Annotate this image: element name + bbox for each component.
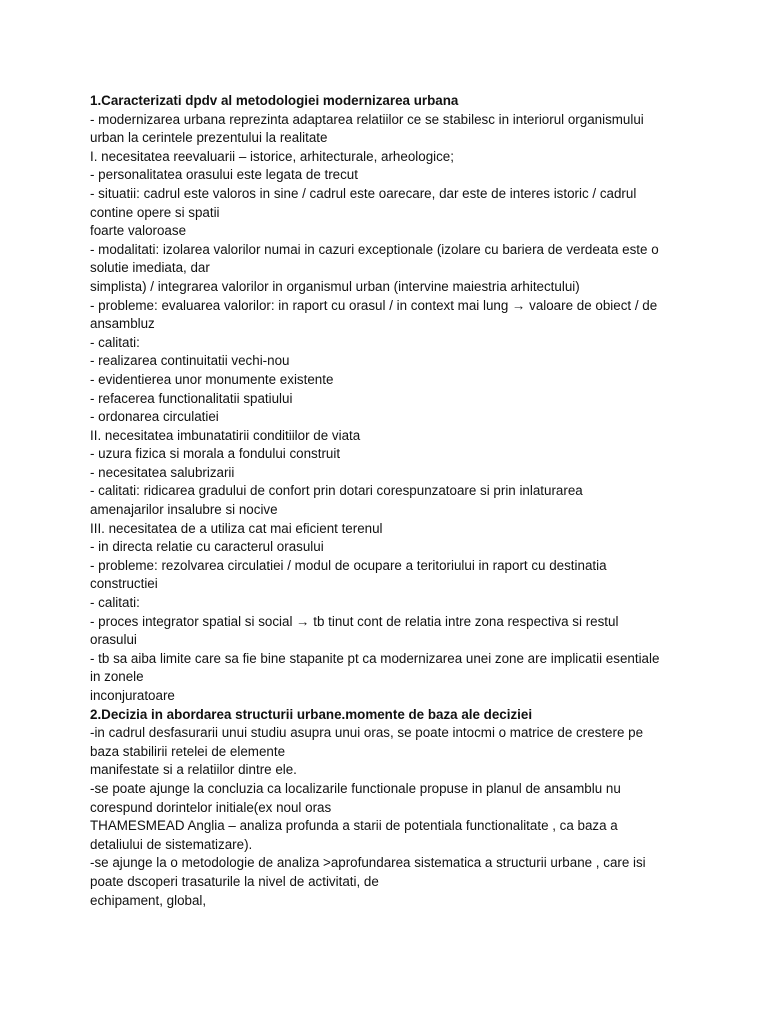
text-line: - calitati: ridicarea gradului de confort prin dotari corespunzatoare si prin inlaturarea: [90, 483, 583, 499]
text-line: - personalitatea orasului este legata de trecut: [90, 167, 358, 183]
text-line: -se ajunge la o metodologie de analiza >aprofundarea sistematica a structurii urbane , care isi: [90, 855, 646, 871]
text-line: III. necesitatea de a utiliza cat mai eficient terenul: [90, 520, 383, 536]
text-line: echipament, global,: [90, 892, 207, 908]
text-line: detaliului de sistematizare).: [90, 836, 253, 852]
text-line: - modernizarea urbana reprezinta adaptarea relatiilor ce se stabilesc in interiorul organismului: [90, 111, 644, 127]
text-line: - modalitati: izolarea valorilor numai in cazuri exceptionale (izolare cu bariera de verdeata este o: [90, 241, 659, 257]
text-line: - ordonarea circulatiei: [90, 409, 219, 425]
text-line: - uzura fizica si morala a fondului construit: [90, 446, 341, 462]
text-line: - calitati:: [90, 595, 140, 611]
text-line: solutie imediata, dar: [90, 260, 210, 276]
text-line: - probleme: evaluarea valorilor: in raport cu orasul / in context mai lung → valoare de obiect / de: [90, 297, 658, 313]
text-line: in zonele: [90, 669, 144, 685]
text-line: foarte valoroase: [90, 223, 187, 239]
text-line: inconjuratoare: [90, 688, 175, 703]
text-line: - in directa relatie cu caracterul orasului: [90, 539, 324, 555]
text-line: - probleme: rezolvarea circulatiei / modul de ocupare a teritoriului in raport cu destinatia: [90, 557, 607, 573]
section-heading: 1.Caracterizati dpdv al metodologiei modernizarea urbana: [90, 93, 459, 108]
text-line: - proces integrator spatial si social → tb tinut cont de relatia intre zona respectiva si restul: [90, 613, 619, 629]
text-line: urban la cerintele prezentului la realitate: [90, 130, 328, 146]
text-line: ansambluz: [90, 316, 155, 332]
text-line: - necesitatea salubrizarii: [90, 464, 235, 480]
text-line: - tb sa aiba limite care sa fie bine stapanite pt ca modernizarea unei zone are implicatii esentiale: [90, 650, 660, 666]
text-line: manifestate si a relatiilor dintre ele.: [90, 762, 297, 778]
document-body: [90, 92, 690, 910]
text-line: corespund dorintelor initiale(ex noul oras: [90, 799, 332, 815]
text-line: poate dscoperi trasaturile la nivel de activitati, de: [90, 873, 379, 889]
text-line: - evidentierea unor monumente existente: [90, 371, 334, 387]
text-line: THAMESMEAD Anglia – analiza profunda a starii de potentiala functionalitate , ca baza a: [90, 818, 618, 834]
text-line: -in cadrul desfasurarii unui studiu asupra unui oras, se poate intocmi o matrice de crestere pe: [90, 725, 644, 741]
text-line: baza stabilirii retelei de elemente: [90, 743, 286, 759]
text-line: simplista) / integrarea valorilor in organismul urban (intervine maiestria arhitectului): [90, 278, 580, 294]
text-line: II. necesitatea imbunatatirii conditiilor de viata: [90, 427, 361, 443]
text-line: - situatii: cadrul este valoros in sine / cadrul este oarecare, dar este de interes istoric / cadrul: [90, 185, 637, 201]
text-line: - refacerea functionalitatii spatiului: [90, 390, 293, 406]
text-line: -se poate ajunge la concluzia ca localizarile functionale propuse in planul de ansamblu nu: [90, 780, 621, 796]
text-line: - realizarea continuitatii vechi-nou: [90, 353, 290, 369]
section-heading: 2.Decizia in abordarea structurii urbane.momente de baza ale deciziei: [90, 706, 533, 722]
text-line: orasului: [90, 632, 137, 648]
text-line: amenajarilor insalubre si nocive: [90, 502, 278, 518]
text-line: constructiei: [90, 576, 158, 592]
text-line: - calitati:: [90, 334, 140, 350]
text-line: contine opere si spatii: [90, 204, 220, 220]
text-line: I. necesitatea reevaluarii – istorice, arhitecturale, arheologice;: [90, 148, 454, 164]
